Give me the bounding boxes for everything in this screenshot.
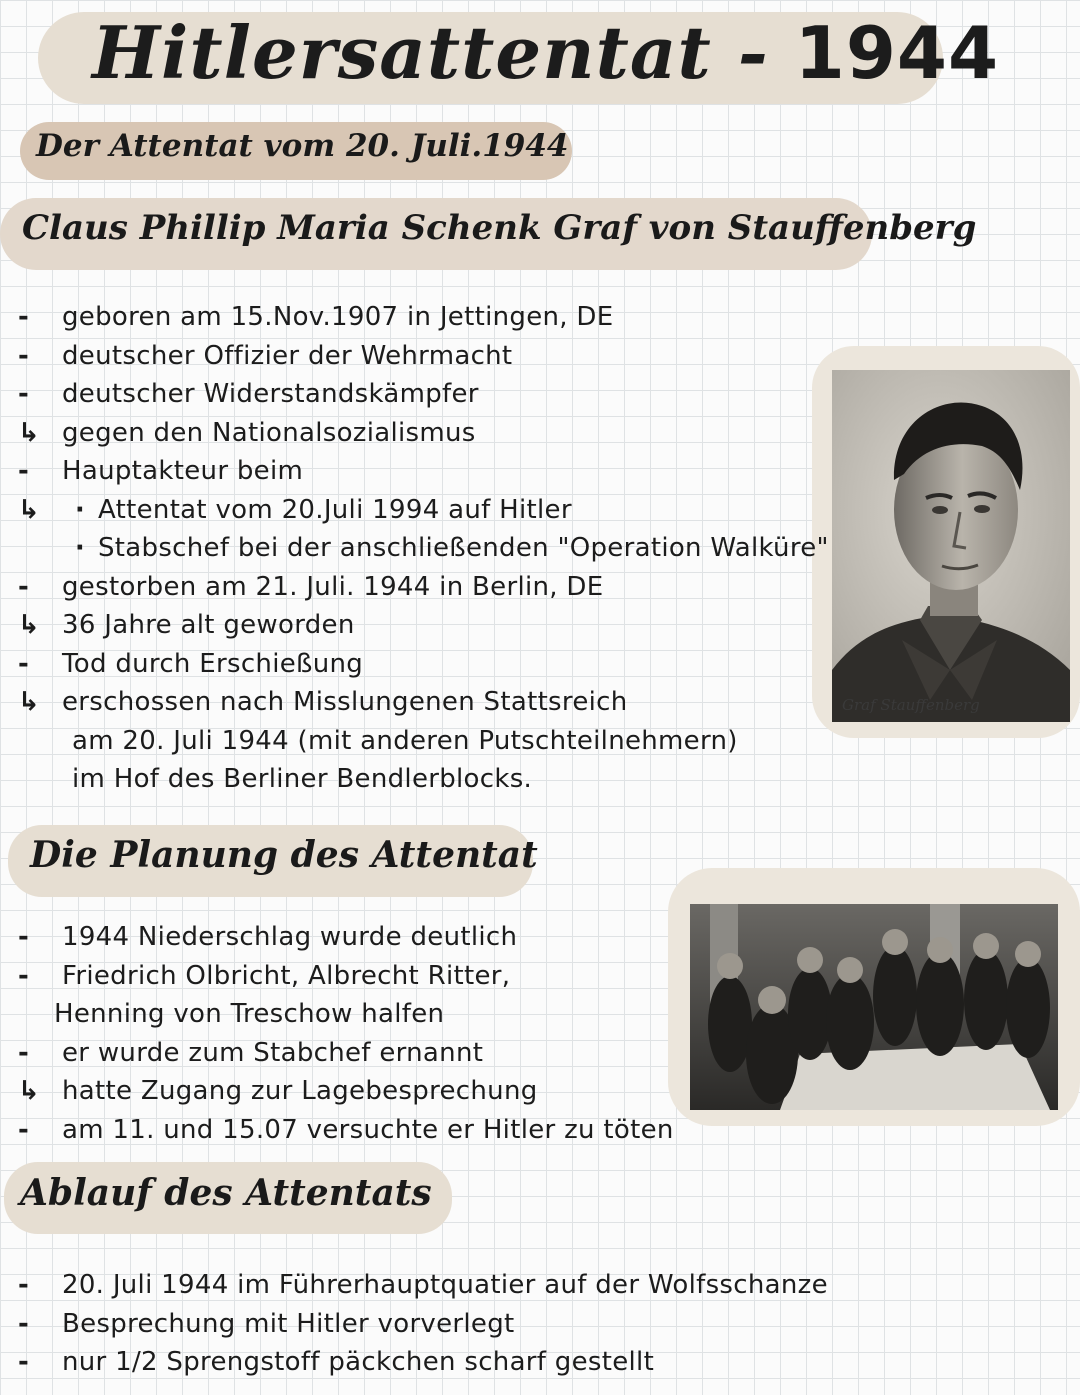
- list-item: - Friedrich Olbricht, Albrecht Ritter,: [18, 957, 674, 996]
- dash-marker: -: [18, 1114, 30, 1145]
- dash-marker: -: [18, 456, 30, 486]
- page-title-main: Hitlersattentat -: [92, 10, 769, 95]
- dash-marker: -: [18, 1308, 30, 1339]
- list-item: - deutscher Offizier der Wehrmacht: [18, 337, 829, 376]
- portrait-signature: Graf Stauffenberg: [842, 696, 980, 714]
- dash-marker: -: [18, 960, 30, 991]
- arrow-icon: ↳: [18, 687, 41, 717]
- list-item: ↳ hatte Zugang zur Lagebesprechung: [18, 1072, 674, 1111]
- person-heading: Claus Phillip Maria Schenk Graf von Stauffenberg: [22, 208, 977, 248]
- list-item: ↳ erschossen nach Misslungenen Stattsreich: [18, 683, 829, 722]
- list-item: - Besprechung mit Hitler vorverlegt: [18, 1305, 828, 1344]
- dash-marker: -: [18, 1270, 30, 1300]
- list-item: Henning von Treschow halfen: [54, 999, 445, 1029]
- dot-marker: ·: [74, 533, 86, 563]
- dash-marker: -: [18, 1037, 30, 1068]
- portrait-photo-icon: [832, 370, 1070, 722]
- dash-marker: -: [18, 379, 30, 409]
- list-item: - am 11. und 15.07 versuchte er Hitler zu töten: [18, 1111, 674, 1150]
- list-item: - gestorben am 21. Juli. 1944 in Berlin, DE: [18, 568, 829, 607]
- attentat-date-heading: Der Attentat vom 20. Juli.1944: [36, 128, 569, 164]
- list-item: ↳ · Attentat vom 20.Juli 1994 auf Hitler: [18, 491, 829, 530]
- list-item: - geboren am 15.Nov.1907 in Jettingen, DE: [18, 298, 829, 337]
- arrow-icon: ↳: [18, 1076, 41, 1106]
- page-title-year: 1944: [794, 11, 1000, 95]
- list-item: ↳ gegen den Nationalsozialismus: [18, 414, 829, 453]
- ablauf-bullet-list: [18, 1266, 828, 1382]
- group-photo-icon: [690, 904, 1058, 1110]
- list-item: - Tod durch Erschießung: [18, 645, 829, 684]
- dash-marker: -: [18, 648, 30, 679]
- list-item: am 20. Juli 1944 (mit anderen Putschteilnehmern): [72, 725, 738, 756]
- planung-heading: Die Planung des Attentat: [30, 834, 538, 876]
- arrow-icon: ↳: [18, 494, 41, 525]
- list-item: - nur 1/2 Sprengstoff päckchen scharf gestellt: [18, 1343, 828, 1382]
- list-item: im Hof des Berliner Bendlerblocks.: [72, 764, 533, 794]
- list-item: - Hauptakteur beim: [18, 452, 829, 491]
- dash-marker: -: [18, 571, 30, 602]
- dash-marker: -: [18, 922, 30, 952]
- arrow-icon: ↳: [18, 610, 41, 640]
- person-bullet-list: [18, 298, 829, 799]
- ablauf-heading: Ablauf des Attentats: [20, 1172, 432, 1214]
- group-photo: [690, 904, 1058, 1110]
- list-item: · Stabschef bei der anschließenden "Operation Walküre": [18, 529, 829, 568]
- planung-bullet-list: [18, 918, 674, 1149]
- page-title: [92, 10, 999, 95]
- dash-marker: -: [18, 1347, 30, 1377]
- dot-marker: ·: [74, 494, 86, 525]
- list-item: ↳ 36 Jahre alt geworden: [18, 606, 829, 645]
- arrow-icon: ↳: [18, 417, 41, 448]
- list-item: - 1944 Niederschlag wurde deutlich: [18, 918, 674, 957]
- dash-marker: -: [18, 340, 30, 371]
- list-item: - deutscher Widerstandskämpfer: [18, 375, 829, 414]
- dash-marker: -: [18, 302, 30, 332]
- list-item: - 20. Juli 1944 im Führerhauptquatier auf der Wolfsschanze: [18, 1266, 828, 1305]
- portrait-photo: [832, 370, 1070, 722]
- list-item: - er wurde zum Stabchef ernannt: [18, 1034, 674, 1073]
